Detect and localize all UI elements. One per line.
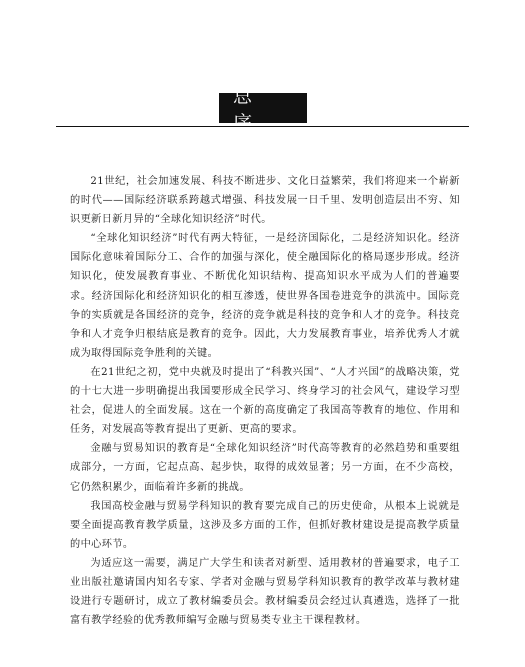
paragraph: 21世纪，社会加速发展、科技不断进步、文化日益繁荣，我们将迎来一个崭新的时代——国际经济联系跨越式增强、科技发展一日千里、发明创造层出不穷、知识更新日新月异的“全球化知识经济”时代。: [70, 176, 460, 226]
paragraph: “全球化知识经济”时代有两大特征，一是经济国际化，二是经济知识化。经济国际化意味着国际分工、合作的加强与深化，使全融国际化的格局逐步形成。经济知识化，使发展教育事业、不断优化知识结构、提高知识水平成为人们的普遍要求。经济国际化和经济知识化的相互渗透，使世界各国卷进竞争的洪流中。国际竞争的实质就是各国经济的竞争，经济的竞争就是科技的竞争和人才的竞争。科技竞争和人才竞争归根结底是教育的竞争。因此，大力发展教育事业，培养优秀人才就成为取得国际竞争胜利的关键。: [70, 233, 460, 359]
paragraph: 为适应这一需要，满足广大学生和读者对新型、适用教材的普遍要求，电子工业出版社邀请国内知名专家、学者对金融与贸易学科知识教育的教学改革与教材建设进行专题研讨，成立了教材编委员会。教材编委员会经过认真遴选，选择了一批富有教学经验的优秀教师编写金融与贸易类专业主干课程教材。: [70, 557, 460, 627]
section-title: 总 序: [219, 93, 307, 123]
body-text: [70, 172, 460, 630]
paragraph: 金融与贸易知识的教育是“全球化知识经济”时代高等教育的必然趋势和重要组成部分，一方面，它起点高、起步快，取得的成效显著；另一方面，在不少高校，它仍然积累少，面临着许多新的挑战。: [70, 443, 460, 493]
header-rule: [56, 126, 469, 127]
paragraph: 我国高校金融与贸易学科知识的教育要完成自己的历史使命，从根本上说就是要全面提高教育教学质量，这涉及多方面的工作，但抓好教材建设是提高教学质量的中心环节。: [70, 500, 460, 550]
paragraph: 在21世纪之初，党中央就及时提出了“科教兴国”、“人才兴国”的战略决策，党的十七大进一步明确提出我国要形成全民学习、终身学习的社会风气，建设学习型社会，促进人的全面发展。这在一个新的高度确定了我国高等教育的地位、作用和任务，对发展高等教育提出了更新、更高的要求。: [70, 366, 460, 436]
